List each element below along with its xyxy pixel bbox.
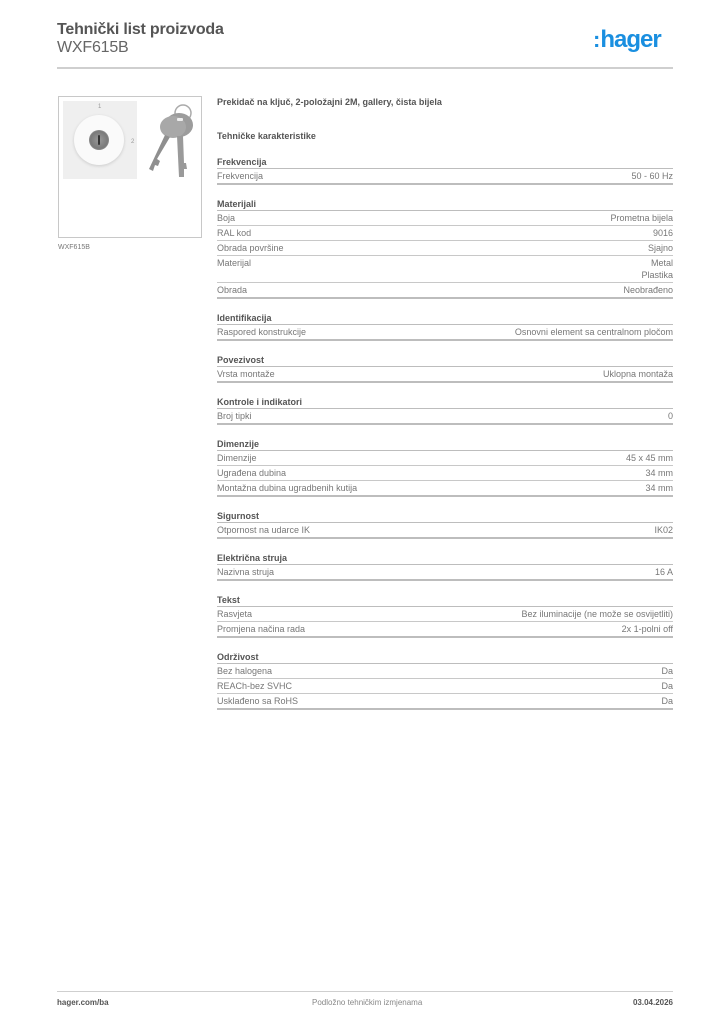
spec-value-line: Prometna bijela bbox=[610, 213, 673, 223]
spec-section bbox=[217, 510, 673, 539]
spec-value-line: 45 x 45 mm bbox=[625, 453, 673, 463]
spec-label: Frekvencija bbox=[217, 171, 264, 181]
spec-value-line: Plastika bbox=[641, 270, 673, 280]
spec-value-line: 50 - 60 Hz bbox=[631, 171, 673, 181]
spec-value-line: Bez iluminacije (ne može se osvijetliti) bbox=[521, 609, 673, 619]
spec-label: Montažna dubina ugradbenih kutija bbox=[217, 483, 358, 493]
footer-date: 03.04.2026 bbox=[632, 998, 673, 1007]
spec-row bbox=[217, 694, 673, 710]
position-label-2: 2 bbox=[131, 139, 135, 145]
section-title: Sigurnost bbox=[217, 510, 673, 523]
switch-plate bbox=[63, 101, 137, 179]
spec-value bbox=[654, 524, 673, 536]
spec-label: Bez halogena bbox=[217, 666, 273, 676]
spec-section bbox=[217, 396, 673, 425]
product-code: WXF615B bbox=[57, 39, 129, 56]
footer-notice: Podložno tehničkim izmjenama bbox=[312, 998, 423, 1007]
footer-divider bbox=[57, 991, 673, 992]
spec-value-line: Uklopna montaža bbox=[602, 369, 673, 379]
spec-value bbox=[603, 368, 673, 380]
position-label-1: 1 bbox=[98, 104, 102, 110]
spec-label: Nazivna struja bbox=[217, 567, 275, 577]
spec-row bbox=[217, 664, 673, 679]
document-title: Tehnički list proizvoda bbox=[57, 21, 224, 38]
spec-label: Dimenzije bbox=[217, 453, 257, 463]
section-title: Tekst bbox=[217, 594, 673, 607]
spec-value bbox=[515, 326, 673, 338]
spec-value-line: Neobrađeno bbox=[623, 285, 673, 295]
lock-cylinder-icon bbox=[89, 130, 109, 150]
section-title: Dimenzije bbox=[217, 438, 673, 451]
section-title: Frekvencija bbox=[217, 156, 673, 169]
spec-section bbox=[217, 651, 673, 710]
spec-value bbox=[521, 608, 673, 620]
logo-text: hager bbox=[600, 26, 661, 53]
section-title: Materijali bbox=[217, 198, 673, 211]
keys-icon bbox=[143, 103, 201, 181]
spec-section bbox=[217, 552, 673, 581]
spec-label: Otpornost na udarce IK bbox=[217, 525, 311, 535]
spec-section bbox=[217, 312, 673, 341]
spec-label: Rasvjeta bbox=[217, 609, 253, 619]
spec-label: Usklađeno sa RoHS bbox=[217, 696, 299, 706]
header-divider bbox=[57, 67, 673, 69]
spec-section bbox=[217, 354, 673, 383]
spec-value-line: Da bbox=[661, 681, 673, 691]
spec-value-line: 34 mm bbox=[645, 468, 673, 478]
spec-value-line: Sjajno bbox=[647, 243, 673, 253]
spec-sections bbox=[217, 156, 673, 710]
spec-value bbox=[661, 695, 673, 707]
spec-value-line: 2x 1-polni off bbox=[621, 624, 673, 634]
spec-value-line: 0 bbox=[667, 411, 673, 421]
spec-value bbox=[648, 242, 673, 254]
section-title: Kontrole i indikatori bbox=[217, 396, 673, 409]
spec-row bbox=[217, 325, 673, 341]
spec-value bbox=[610, 212, 673, 224]
spec-value-line: 34 mm bbox=[645, 483, 673, 493]
spec-section bbox=[217, 438, 673, 497]
lock-ring bbox=[74, 115, 124, 165]
spec-label: Materijal bbox=[217, 258, 252, 268]
section-title: Održivost bbox=[217, 651, 673, 664]
spec-value bbox=[645, 467, 673, 479]
spec-row bbox=[217, 226, 673, 241]
spec-row bbox=[217, 211, 673, 226]
spec-label: Obrada površine bbox=[217, 243, 284, 253]
spec-value bbox=[661, 665, 673, 677]
spec-label: Obrada bbox=[217, 285, 248, 295]
spec-value-line: Da bbox=[661, 666, 673, 676]
spec-row bbox=[217, 169, 673, 185]
spec-label: RAL kod bbox=[217, 228, 252, 238]
spec-label: Boja bbox=[217, 213, 236, 223]
spec-row bbox=[217, 409, 673, 425]
spec-value-line: 9016 bbox=[652, 228, 673, 238]
footer-website-link[interactable]: hager.com/ba bbox=[57, 998, 109, 1007]
spec-row bbox=[217, 241, 673, 256]
spec-row bbox=[217, 256, 673, 283]
spec-value-line: IK02 bbox=[654, 525, 673, 535]
spec-value-line: Metal bbox=[650, 258, 673, 268]
spec-section bbox=[217, 594, 673, 638]
spec-row bbox=[217, 565, 673, 581]
tech-specs-heading: Tehničke karakteristike bbox=[217, 131, 316, 141]
spec-value bbox=[622, 623, 673, 635]
spec-label: Ugrađena dubina bbox=[217, 468, 287, 478]
spec-label: Vrsta montaže bbox=[217, 369, 275, 379]
spec-label: Promjena načina rada bbox=[217, 624, 306, 634]
section-title: Povezivost bbox=[217, 354, 673, 367]
spec-value bbox=[645, 482, 673, 494]
spec-value bbox=[631, 170, 673, 182]
section-title: Identifikacija bbox=[217, 312, 673, 325]
spec-label: Raspored konstrukcije bbox=[217, 327, 307, 337]
spec-row bbox=[217, 481, 673, 497]
spec-value bbox=[655, 566, 673, 578]
section-title: Električna struja bbox=[217, 552, 673, 565]
spec-label: Broj tipki bbox=[217, 411, 252, 421]
spec-row bbox=[217, 283, 673, 299]
spec-label: REACh-bez SVHC bbox=[217, 681, 293, 691]
spec-value bbox=[668, 410, 673, 422]
spec-value bbox=[641, 257, 673, 281]
logo-colon: : bbox=[593, 27, 600, 52]
spec-value bbox=[653, 227, 673, 239]
spec-row bbox=[217, 367, 673, 383]
image-caption: WXF615B bbox=[58, 244, 90, 251]
hager-logo[interactable] bbox=[593, 28, 661, 52]
spec-row bbox=[217, 451, 673, 466]
spec-value-line: Da bbox=[661, 696, 673, 706]
spec-row bbox=[217, 679, 673, 694]
spec-value bbox=[623, 284, 673, 296]
spec-value bbox=[626, 452, 673, 464]
spec-row bbox=[217, 607, 673, 622]
spec-value-line: Osnovni element sa centralnom pločom bbox=[514, 327, 673, 337]
spec-row bbox=[217, 523, 673, 539]
spec-section bbox=[217, 156, 673, 185]
spec-value-line: 16 A bbox=[654, 567, 673, 577]
product-image bbox=[58, 96, 202, 238]
spec-row bbox=[217, 622, 673, 638]
spec-value bbox=[661, 680, 673, 692]
spec-content bbox=[217, 96, 673, 710]
spec-section bbox=[217, 198, 673, 299]
product-title: Prekidač na ključ, 2-položajni 2M, gallery, čista bijela bbox=[217, 97, 442, 107]
spec-row bbox=[217, 466, 673, 481]
